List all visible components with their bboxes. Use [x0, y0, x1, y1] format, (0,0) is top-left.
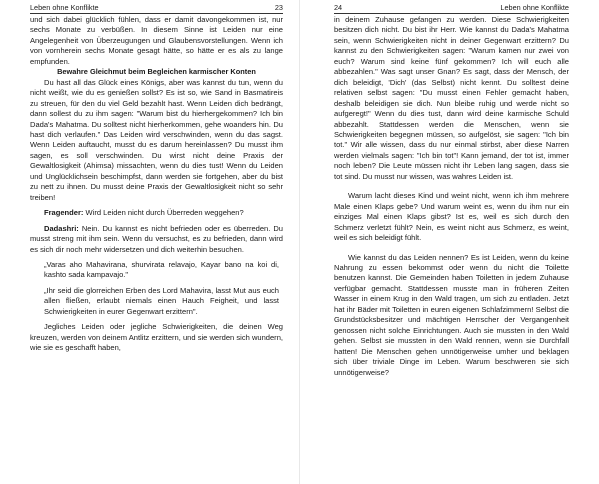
verse-translation: „Ihr seid die glorreichen Erben des Lord Mahavira, lasst Mut aus euch allen fließen, erlaubt niemals einen Hauch Feigheit, und lasst Schwierigkeiten in eurer Gegenwart erzittern". [44, 285, 279, 316]
right-page-header [334, 3, 569, 14]
right-page-number: 24 [334, 3, 343, 12]
right-page-text [334, 15, 569, 378]
answer-text: Nein. Du kannst es nicht befrieden oder es überreden. Du musst streng mit ihm sein. Wenn du versuchst, es zu befrieden, dann wird es sich dir noch mehr widersetzen und dich weiterhin besuchen. [30, 223, 283, 254]
question-paragraph [30, 208, 283, 218]
gujarati-verse: „Varas aho Mahavirana, shurvirata relavajo, Kayar bano na koi di, kashto sada kampavajo." [44, 259, 279, 280]
right-paragraph-2: Warum lacht dieses Kind und weint nicht, wenn ich ihm mehrere Male einen Klaps gebe? Und warum weint es, wenn du ihm nur ein einziges Mal einen Klaps gibst? Ist es, weil es sich durch den Schmerz verletzt fühlt? Nein, es weint nicht aus Schmerz, es weint, weil es sich beleidigt fühlt. [334, 191, 569, 243]
right-header-title: Leben ohne Konflikte [500, 3, 569, 12]
section-title: Bewahre Gleichmut beim Begleichen karmischer Konten [57, 67, 256, 77]
left-page-text [30, 15, 283, 354]
left-header-title: Leben ohne Konflikte [30, 3, 99, 12]
questioner-label: Fragender: [44, 208, 84, 218]
right-paragraph-3: Wie kannst du das Leiden nennen? Es ist Leiden, wenn du keine Nahrung zu essen bekommst oder wenn du nicht die Toilette benutzen kannst. Die Gemeinden haben Toiletten in jedem Zuhause verfügbar gemacht. Stattdessen musste man in früheren Zeiten Wasser in einem Krug in den Wald tragen, um sich zu entladen. Jetzt hat ihr Bäder mit Toiletten in euren eigenen Schlafzimmern! Selbst die Grundstücksbesitzer und mächtigen Herrscher der Vergangenheit genossen nicht solche Einrichtungen. Auch sie mussten in den Wald gehen. Selbst sie mussten in den Wald rennen, wenn sie Durchfall hatten! Die Menschen gehen unnötigerweise umher und beklagen sich über triviale Dinge im Leben. Warum beschweren sie sich unnötigerweise? [334, 252, 569, 377]
left-paragraph-1: und sich dabei glücklich fühlen, dass er damit davongekommen ist, nur sechs Monate zu verbüßen. In diesem Sinne ist Leiden nur eine Angelegenheit von Überzeugungen und Glaubensvorstellungen. Wenn ich von vornherein sechs Monate gesagt hätte, so hätte er es als zu lange empfunden. [30, 15, 283, 66]
left-paragraph-3: Jegliches Leiden oder jegliche Schwierigkeiten, die deinen Weg kreuzen, werden von deinem Antlitz erzittern, und sie werden sich wundern, wie sie es geschafft haben, [30, 322, 283, 353]
left-page-header [30, 3, 283, 14]
right-paragraph-1: in deinem Zuhause gefangen zu werden. Diese Schwierigkeiten besitzen dich nicht. Du bist ihr Herr. Wie kannst du Dada's Mahatma sein, wenn Schwierigkeiten nicht in deiner Gegenwart erzittern? Du kannst zu den Schwierigkeiten sagen: "Warum kamen nur zwei von euch? Warum sind keine fünf gekommen? Ich will euch alle abbezahlen." Was sagt unser Gnan? Es sagt, dass der Mensch, der dich beleidigt, 'Dich' (das Selbst) nicht kennt. Du solltest deine relativen selbst sagen: "Du musst einen Fehler gemacht haben, deshalb beleidigen sie dich. Nun bleibe ruhig und werde nicht so aufgeregt!" Wenn du dies tust, dann wird deine karmische Schuld abbezahlt. Stattdessen werden die Menschen, wenn sie Schwierigkeiten begegnen müssen, so aufgelöst, sie sagen: "Ich bin tot." Wir alle wissen, dass du nur einmal stirbst, aber diese Narren werden vielmals sagen: "Ich bin tot"! Kann jemand, der tot ist, immer noch leben? Die Leute müssen nicht ihr Leben lang sagen, dass sie tot sind. Du musst nur wissen, was wahres Leiden ist. [334, 15, 569, 181]
question-text: Wird Leiden nicht durch Überreden weggehen? [83, 208, 244, 218]
left-paragraph-2: Du hast all das Glück eines Königs, aber was kannst du tun, wenn du nicht weißt, wie du es genießen sollst? Es ist so, wie Sand in Basmatireis zu streuen, für den du viel Geld bezahlt hast. Wenn Leiden dich bedrängt, dann sollest du zu ihm sagen: "Warum bist du hierhergekommen? Ich bin Dada's Mahatma. Du solltest nicht hierherkommen, gehe woanders hin. Du hast dich verlaufen." Das Leiden wird verschwinden, wenn du das sagst. Wenn Leiden auftaucht, musst du es darum hereinlassen? Du musst ihm sagen, es soll verschwinden. Du wirst nicht deine Praxis der Gewaltlosigkeit (Ahimsa) missachten, wenn du dies tust! Wenn du Leiden und Unglücklichsein beschimpfst, dann werden sie fortgehen, aber du bist zu nett zu ihnen. Du musst deine Praxis der Gewaltlosigkeit nicht so sehr treiben! [30, 77, 283, 202]
answer-paragraph [30, 224, 283, 255]
left-page-number: 23 [274, 3, 283, 12]
right-page [300, 0, 599, 484]
dadashri-label: Dadashri: [44, 223, 79, 233]
left-page [0, 0, 299, 484]
